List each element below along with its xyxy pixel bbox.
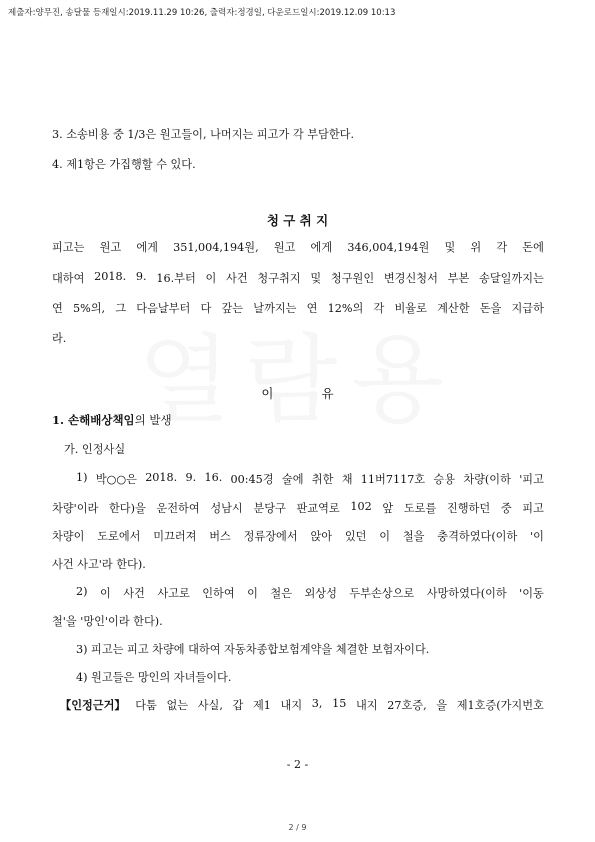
- word: '피고: [519, 473, 544, 486]
- fact-1-line-1: [76, 471, 544, 487]
- claim-title: 청 구 취 지: [266, 213, 329, 228]
- word: 사고로: [157, 587, 190, 600]
- word: 각: [373, 302, 385, 315]
- claim-line-4: 라.: [52, 332, 67, 345]
- word: 중: [500, 502, 512, 515]
- basis-word: 27호증,: [387, 699, 427, 712]
- word: 두부손상으로: [349, 587, 415, 600]
- word: 2018.: [94, 270, 127, 283]
- order-item-3: 3. 소송비용 중 1/3은 원고들이, 나머지는 피고가 각 부담한다.: [52, 128, 354, 141]
- reasons-title-left: 이: [261, 386, 274, 401]
- basis-word: 다툼: [135, 699, 157, 712]
- word: 버스: [209, 530, 231, 543]
- word: 비율로: [394, 302, 427, 315]
- word: 차량'이라: [52, 502, 99, 515]
- word: 채: [341, 473, 353, 486]
- word: 2018.: [145, 471, 178, 484]
- word: 날까지는: [253, 302, 297, 315]
- basis-word: 내지: [280, 699, 303, 712]
- word: 연: [52, 302, 63, 315]
- fact-1-line-2: [52, 500, 544, 516]
- basis-word: 없는: [166, 699, 189, 712]
- word: 00:45경: [230, 473, 274, 486]
- word: 술에: [281, 473, 304, 486]
- word: 차량(이하: [463, 473, 511, 486]
- word: 청구취지: [257, 272, 301, 285]
- reasons-title-right: 유: [321, 386, 334, 401]
- basis-word: 내지: [355, 699, 378, 712]
- word: 원고: [99, 241, 122, 254]
- word: 그: [115, 302, 127, 315]
- basis-word: 제1호증(가지번호: [456, 699, 544, 712]
- basis-word: 갑: [232, 699, 244, 712]
- word: 한다)을: [108, 502, 146, 515]
- word: 차량이: [52, 530, 85, 543]
- word: 및: [310, 272, 322, 285]
- word: 16.: [204, 471, 223, 484]
- word: 지급하: [511, 302, 544, 315]
- word: 청구원인: [330, 272, 375, 285]
- word: 충격하였다(이하: [437, 530, 518, 543]
- claim-line-3: [52, 300, 544, 316]
- word: 위: [470, 241, 482, 254]
- word: 변경신청서: [383, 272, 438, 285]
- word: 2): [76, 585, 88, 598]
- word: 이: [205, 272, 217, 285]
- word: 9.: [185, 471, 197, 484]
- word: 연: [306, 302, 318, 315]
- word: 돈을: [479, 302, 502, 315]
- word: 346,004,194원: [347, 241, 430, 254]
- word: 송달일까지는: [479, 272, 544, 285]
- fact-3: 3) 피고는 피고 차량에 대하여 자동차종합보험계약을 체결한 보험자이다.: [76, 643, 430, 656]
- word: 진행하던: [446, 502, 491, 515]
- word: 사건: [226, 272, 248, 285]
- word: 인하여: [202, 587, 235, 600]
- page-counter: 2 / 9: [288, 823, 307, 832]
- section-1-heading-rest: 의 발생: [134, 413, 172, 427]
- word: 원고: [273, 241, 296, 254]
- basis-word: 15: [332, 697, 347, 710]
- word: 및: [444, 241, 456, 254]
- word: 이: [379, 530, 391, 543]
- word: 12%의: [327, 302, 364, 315]
- word: 사망하였다(이하: [426, 587, 507, 600]
- reasons-title: [0, 384, 595, 402]
- word: 도로에서: [97, 530, 141, 543]
- basis-label: 【인정근거】: [60, 698, 126, 712]
- word: 철은: [270, 587, 293, 600]
- word: 16.부터: [156, 272, 196, 285]
- word: 외상성: [304, 587, 337, 600]
- fact-1-line-4: 사건 사고'라 한다).: [52, 558, 146, 571]
- word: 각: [496, 241, 508, 254]
- basis-word: 사실,: [197, 699, 223, 712]
- subsection-a-heading: 가. 인정사실: [64, 443, 126, 456]
- fact-2-line-1: [76, 585, 544, 601]
- word: 정류장에서: [243, 530, 298, 543]
- page-number: - 2 -: [286, 758, 309, 771]
- word: 취한: [311, 473, 334, 486]
- basis-word: 제1: [252, 699, 271, 712]
- word: 계산한: [437, 302, 470, 315]
- word: 351,004,194원,: [173, 241, 259, 254]
- word: 미끄러져: [153, 530, 197, 543]
- fact-1-line-3: [52, 528, 544, 544]
- basis-line: [60, 697, 544, 713]
- order-item-4: 4. 제1항은 가집행할 수 있다.: [52, 158, 196, 171]
- word: 대하여: [52, 272, 85, 285]
- word: 분당구: [253, 502, 286, 515]
- watermark-text: [118, 312, 478, 432]
- word: 이: [247, 587, 258, 600]
- word: 다음날부터: [136, 302, 191, 315]
- word: 사건: [123, 587, 145, 600]
- claim-line-1: [52, 239, 544, 255]
- word: 있던: [344, 530, 367, 543]
- word: '이동: [519, 587, 544, 600]
- word: 1): [76, 471, 88, 484]
- word: 5%의,: [72, 302, 106, 315]
- word: 에게: [310, 241, 333, 254]
- word: 도로를: [403, 502, 437, 515]
- word: 앞: [382, 502, 394, 515]
- word: 피고: [522, 502, 544, 515]
- word: 에게: [136, 241, 158, 254]
- word: '이: [530, 530, 544, 543]
- word: 9.: [135, 270, 147, 283]
- word: 운전하여: [156, 502, 200, 515]
- basis-word: 3,: [311, 697, 323, 710]
- word: 승용: [433, 473, 456, 486]
- basis-word: 을: [436, 699, 448, 712]
- word: 앉아: [310, 530, 333, 543]
- word: 갚는: [221, 302, 244, 315]
- word: 철을: [402, 530, 425, 543]
- fact-2-line-2: 철'을 '망인'이라 한다).: [52, 615, 163, 628]
- section-1-heading-bold: 1. 손해배상책임: [52, 413, 135, 427]
- word: 102: [350, 500, 372, 513]
- word: 판교역로: [296, 502, 340, 515]
- word: 성남시: [210, 502, 243, 515]
- word: 11버7117호: [360, 473, 426, 486]
- word: 부본: [447, 272, 470, 285]
- document-meta-header: 제출자:양무진, 송달물 등재일시:2019.11.29 10:26, 출력자:정경일, 다운로드일시:2019.12.09 10:13: [8, 8, 396, 18]
- section-1-heading: [52, 412, 172, 428]
- word: 이: [99, 587, 111, 600]
- word: 피고는: [52, 241, 85, 254]
- word: 다: [200, 302, 212, 315]
- word: 박○○은: [95, 473, 137, 486]
- word: 돈에: [522, 241, 544, 254]
- fact-4: 4) 원고들은 망인의 자녀들이다.: [76, 671, 232, 684]
- claim-line-2: [52, 270, 544, 286]
